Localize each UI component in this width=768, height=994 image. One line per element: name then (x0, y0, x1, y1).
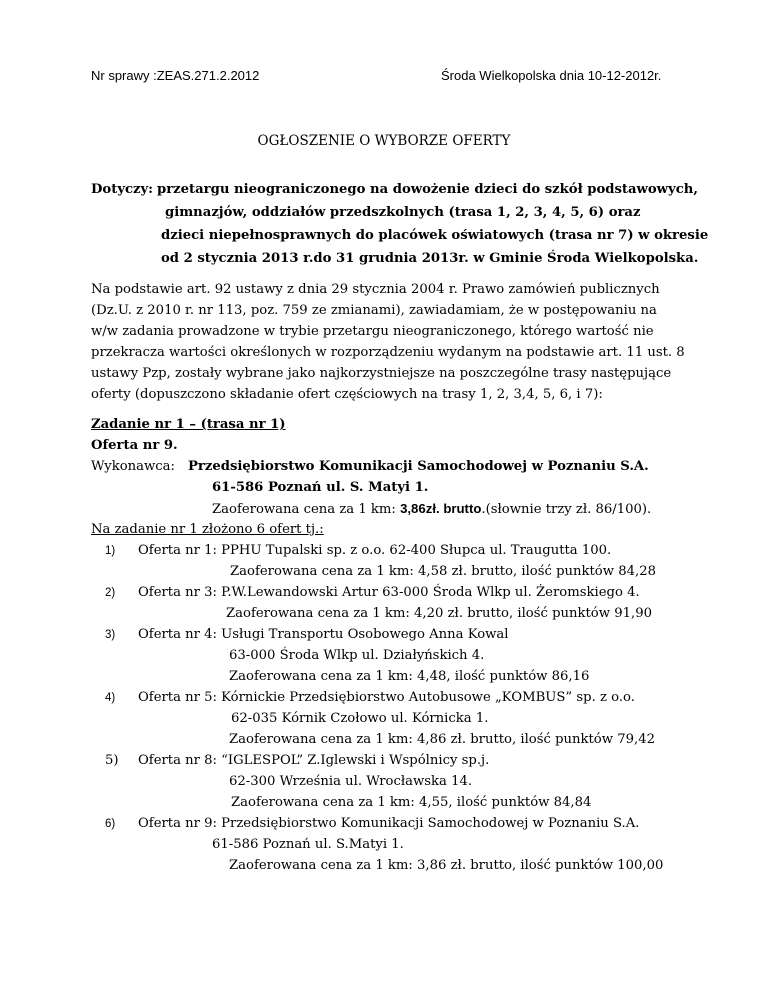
intro-line-4: przekracza wartości określonych w rozporządzeniu wydanym na podstawie art. 11 ust. 8 (91, 345, 685, 360)
offer-line: Oferta nr 9: Przedsiębiorstwo Komunikacji Samochodowej w Poznaniu S.A. (138, 816, 640, 831)
price-value: 3,86zł. brutto (400, 501, 482, 516)
offer-line: Zaoferowana cena za 1 km: 4,48, ilość punktów 86,16 (229, 669, 590, 684)
intro-line-5: ustawy Pzp, zostały wybrane jako najkorzystniejsze na poszczególne trasy następujące (91, 366, 672, 381)
offer-number: 2) (105, 587, 116, 599)
subject-line-4: od 2 stycznia 2013 r.do 31 grudnia 2013r. w Gminie Środa Wielkopolska. (161, 251, 699, 266)
selected-offer: Oferta nr 9. (91, 438, 178, 453)
offer-line: 62-035 Kórnik Czołowo ul. Kórnicka 1. (231, 711, 489, 726)
subject-line-1: przetargu nieograniczonego na dowożenie dzieci do szkół podstawowych, (157, 182, 698, 197)
offer-line: Zaoferowana cena za 1 km: 4,20 zł. brutto, ilość punktów 91,90 (226, 606, 652, 621)
offer-line: 61-586 Poznań ul. S.Matyi 1. (212, 837, 404, 852)
price-line (212, 499, 651, 520)
price-label: Zaoferowana cena za 1 km: (212, 502, 396, 517)
offer-line: Zaoferowana cena za 1 km: 4,86 zł. brutto, ilość punktów 79,42 (229, 732, 655, 747)
subject-line-3: dzieci niepełnosprawnych do placówek oświatowych (trasa nr 7) w okresie (161, 228, 709, 243)
offer-line: Oferta nr 3: P.W.Lewandowski Artur 63-000 Środa Wlkp ul. Żeromskiego 4. (138, 585, 640, 600)
subject-line-2: gimnazjów, oddziałów przedszkolnych (trasa 1, 2, 3, 4, 5, 6) oraz (165, 205, 641, 220)
offer-number: 3) (105, 629, 116, 641)
offer-number: 6) (105, 818, 116, 830)
offer-line: Zaoferowana cena za 1 km: 4,58 zł. brutto, ilość punktów 84,28 (230, 564, 656, 579)
document-title: OGŁOSZENIE O WYBORZE OFERTY (257, 133, 511, 149)
offer-line: Oferta nr 8: “IGLESPOL” Z.Iglewski i Wspólnicy sp.j. (138, 753, 490, 768)
contractor-address: 61-586 Poznań ul. S. Matyi 1. (212, 480, 429, 495)
intro-line-2: (Dz.U. z 2010 r. nr 113, poz. 759 ze zmianami), zawiadamiam, że w postępowaniu na (91, 303, 657, 318)
price-words: .(słownie trzy zł. 86/100). (481, 502, 652, 517)
task-heading: Zadanie nr 1 – (trasa nr 1) (91, 417, 286, 432)
offer-line: Zaoferowana cena za 1 km: 3,86 zł. brutto, ilość punktów 100,00 (229, 858, 664, 873)
contractor-label: Wykonawca: (91, 459, 175, 474)
case-number: Nr sprawy :ZEAS.271.2.2012 (91, 68, 260, 83)
intro-line-3: w/w zadania prowadzone w trybie przetargu nieograniczonego, którego wartość nie (91, 324, 654, 339)
offer-number: 5) (105, 753, 119, 768)
contractor-name: Przedsiębiorstwo Komunikacji Samochodowej w Poznaniu S.A. (188, 459, 649, 474)
offer-line: Oferta nr 1: PPHU Tupalski sp. z o.o. 62-400 Słupca ul. Traugutta 100. (138, 543, 612, 558)
offer-line: 63-000 Środa Wlkp ul. Działyńskich 4. (229, 648, 485, 663)
subject-label: Dotyczy: (91, 182, 154, 197)
intro-line-1: Na podstawie art. 92 ustawy z dnia 29 stycznia 2004 r. Prawo zamówień publicznych (91, 282, 660, 297)
offer-line: Zaoferowana cena za 1 km: 4,55, ilość punktów 84,84 (231, 795, 592, 810)
offers-count: Na zadanie nr 1 złożono 6 ofert tj.: (91, 522, 324, 537)
offer-line: Oferta nr 4: Usługi Transportu Osobowego Anna Kowal (138, 627, 509, 642)
offer-line: Oferta nr 5: Kórnickie Przedsiębiorstwo Autobusowe „KOMBUS” sp. z o.o. (138, 690, 635, 705)
offer-line: 62-300 Września ul. Wrocławska 14. (229, 774, 473, 789)
place-date: Środa Wielkopolska dnia 10-12-2012r. (441, 68, 662, 83)
intro-line-6: oferty (dopuszczono składanie ofert częściowych na trasy 1, 2, 3,4, 5, 6, i 7): (91, 387, 603, 402)
offer-number: 4) (105, 692, 116, 704)
offer-number: 1) (105, 545, 116, 557)
